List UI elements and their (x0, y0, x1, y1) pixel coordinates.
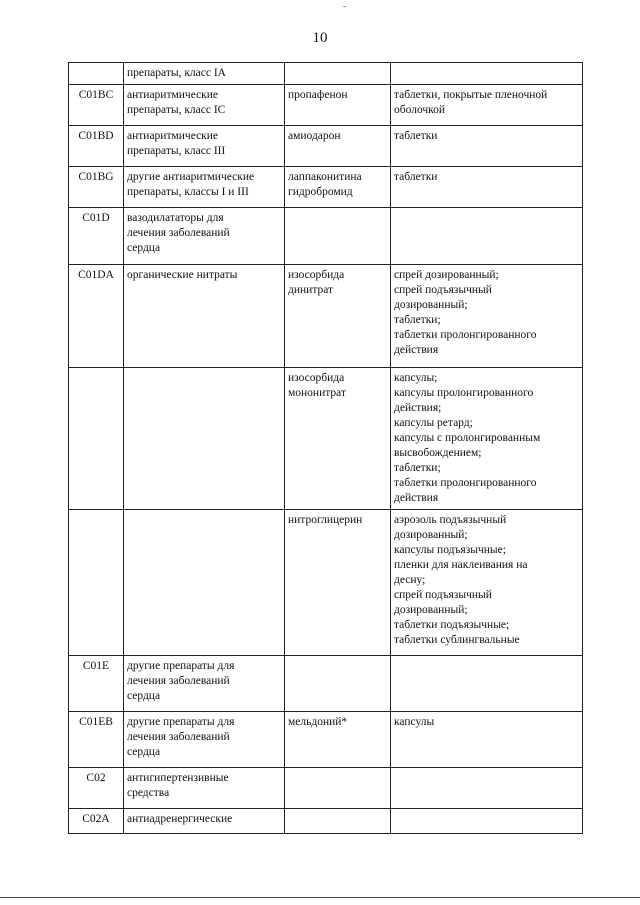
cell-text-line: таблетки, покрытые пленочной (394, 89, 548, 101)
dosage-form-cell (391, 768, 583, 809)
pharmacological-group-cell (124, 208, 285, 265)
table-row (69, 63, 583, 85)
atc-code-cell (69, 63, 124, 85)
cell-text-line: C02A (82, 813, 110, 825)
cell-text-line: таблетки; (394, 462, 441, 474)
cell-text-line: капсулы ретард; (394, 417, 473, 429)
drug-table (68, 62, 583, 834)
cell-text-line: мельдоний* (288, 716, 348, 728)
cell-text-line: капсулы пролонгированного (394, 387, 534, 399)
cell-text-line: C01BD (78, 130, 114, 142)
cell-text-line: десну; (394, 574, 426, 586)
cell-text-line: оболочкой (394, 104, 446, 116)
drug-name-cell (285, 167, 391, 208)
cell-text-line: действия; (394, 402, 442, 414)
cell-text-line: таблетки подъязычные; (394, 619, 510, 631)
drug-name-cell (285, 656, 391, 712)
drug-name-cell (285, 126, 391, 167)
atc-code-cell (69, 85, 124, 126)
cell-text-line: антиаритмические (127, 89, 219, 101)
cell-text-line: амиодарон (288, 130, 341, 142)
cell-text-line: динитрат (288, 284, 334, 296)
atc-code-cell (69, 809, 124, 834)
atc-code-cell (69, 167, 124, 208)
cell-text-line: лечения заболеваний (127, 675, 230, 687)
dosage-form-cell (391, 85, 583, 126)
pharmacological-group-cell (124, 63, 285, 85)
cell-text-line: спрей подъязычный (394, 589, 492, 601)
cell-text-line: органические нитраты (127, 269, 238, 281)
cell-text-line: другие антиаритмические (127, 171, 255, 183)
cell-text-line: таблетки сублингвальные (394, 634, 520, 646)
cell-text-line: сердца (127, 746, 161, 758)
table-row (69, 656, 583, 712)
cell-text-line: препараты, классы I и III (127, 186, 249, 198)
cell-text-line: препараты, класс IA (127, 67, 226, 79)
cell-text-line: C01E (82, 660, 110, 672)
drug-name-cell (285, 768, 391, 809)
atc-code-cell (69, 126, 124, 167)
cell-text-line: пропафенон (288, 89, 348, 101)
atc-code-cell (69, 265, 124, 368)
drug-name-cell (285, 368, 391, 510)
table-row (69, 809, 583, 834)
cell-text-line: антиаритмические (127, 130, 219, 142)
pharmacological-group-cell (124, 85, 285, 126)
atc-code-cell (69, 712, 124, 768)
cell-text-line: лаппаконитина (288, 171, 362, 183)
pharmacological-group-cell (124, 126, 285, 167)
cell-text-line: таблетки пролонгированного (394, 477, 537, 489)
bottom-rule (0, 897, 640, 898)
pharmacological-group-cell (124, 265, 285, 368)
cell-text-line: капсулы с пролонгированным (394, 432, 541, 444)
cell-text-line: нитроглицерин (288, 514, 363, 526)
dosage-form-cell (391, 265, 583, 368)
cell-text-line: спрей дозированный; (394, 269, 499, 281)
cell-text-line: лечения заболеваний (127, 227, 230, 239)
cell-text-line: препараты, класс III (127, 145, 226, 157)
atc-code-cell (69, 768, 124, 809)
atc-code-cell (69, 510, 124, 656)
table-row (69, 208, 583, 265)
cell-text-line: сердца (127, 690, 161, 702)
cell-text-line: изосорбида (288, 269, 345, 281)
cell-text-line: антигипертензивные (127, 772, 229, 784)
dosage-form-cell (391, 126, 583, 167)
dosage-form-cell (391, 63, 583, 85)
drug-name-cell (285, 712, 391, 768)
drug-name-cell (285, 510, 391, 656)
cell-text-line: C01EB (79, 716, 113, 728)
cell-text-line: C02 (86, 772, 106, 784)
cell-text-line: C01D (82, 212, 110, 224)
cell-text-line: капсулы; (394, 372, 438, 384)
cell-text-line: таблетки (394, 171, 438, 183)
table-row (69, 768, 583, 809)
dosage-form-cell (391, 208, 583, 265)
atc-code-cell (69, 368, 124, 510)
pharmacological-group-cell (124, 510, 285, 656)
drug-name-cell (285, 208, 391, 265)
cell-text-line: изосорбида (288, 372, 345, 384)
pharmacological-group-cell (124, 809, 285, 834)
table-row (69, 368, 583, 510)
pharmacological-group-cell (124, 768, 285, 809)
table-row (69, 126, 583, 167)
table-body (69, 63, 583, 834)
cell-text-line: спрей подъязычный (394, 284, 492, 296)
cell-text-line: капсулы (394, 716, 435, 728)
cell-text-line: C01BC (78, 89, 114, 101)
cell-text-line: дозированный; (394, 299, 468, 311)
dosage-form-cell (391, 712, 583, 768)
pharmacological-group-cell (124, 712, 285, 768)
dosage-form-cell (391, 809, 583, 834)
cell-text-line: сердца (127, 242, 161, 254)
pharmacological-group-cell (124, 167, 285, 208)
table-row (69, 85, 583, 126)
table-row (69, 265, 583, 368)
cell-text-line: мононитрат (288, 387, 346, 399)
cell-text-line: действия (394, 492, 439, 504)
drug-name-cell (285, 63, 391, 85)
dosage-form-cell (391, 510, 583, 656)
atc-code-cell (69, 656, 124, 712)
table-row (69, 712, 583, 768)
drug-name-cell (285, 809, 391, 834)
cell-text-line: средства (127, 787, 170, 799)
cell-text-line: дозированный; (394, 604, 468, 616)
cell-text-line: аэрозоль подъязычный (394, 514, 507, 526)
cell-text-line: действия (394, 344, 439, 356)
table-row (69, 167, 583, 208)
cell-text-line: таблетки; (394, 314, 441, 326)
pharmacological-group-cell (124, 368, 285, 510)
cell-text-line: таблетки (394, 130, 438, 142)
cell-text-line: пленки для наклеивания на (394, 559, 528, 571)
page-number: 10 (312, 30, 328, 46)
cell-text-line: C01BG (78, 171, 114, 183)
cell-text-line: таблетки пролонгированного (394, 329, 537, 341)
cell-text-line: препараты, класс IC (127, 104, 226, 116)
pharmacological-group-cell (124, 656, 285, 712)
dosage-form-cell (391, 167, 583, 208)
cell-text-line: другие препараты для (127, 660, 235, 672)
table-row (69, 510, 583, 656)
cell-text-line: вазодилататоры для (127, 212, 224, 224)
cell-text-line: лечения заболеваний (127, 731, 230, 743)
dosage-form-cell (391, 368, 583, 510)
cell-text-line: капсулы подъязычные; (394, 544, 506, 556)
cell-text-line: C01DA (78, 269, 114, 281)
drug-name-cell (285, 265, 391, 368)
scan-mark (343, 6, 346, 7)
cell-text-line: дозированный; (394, 529, 468, 541)
drug-name-cell (285, 85, 391, 126)
dosage-form-cell (391, 656, 583, 712)
cell-text-line: гидробромид (288, 186, 353, 198)
cell-text-line: высвобождением; (394, 447, 482, 459)
cell-text-line: другие препараты для (127, 716, 235, 728)
atc-code-cell (69, 208, 124, 265)
cell-text-line: антиадренергические (127, 813, 233, 825)
